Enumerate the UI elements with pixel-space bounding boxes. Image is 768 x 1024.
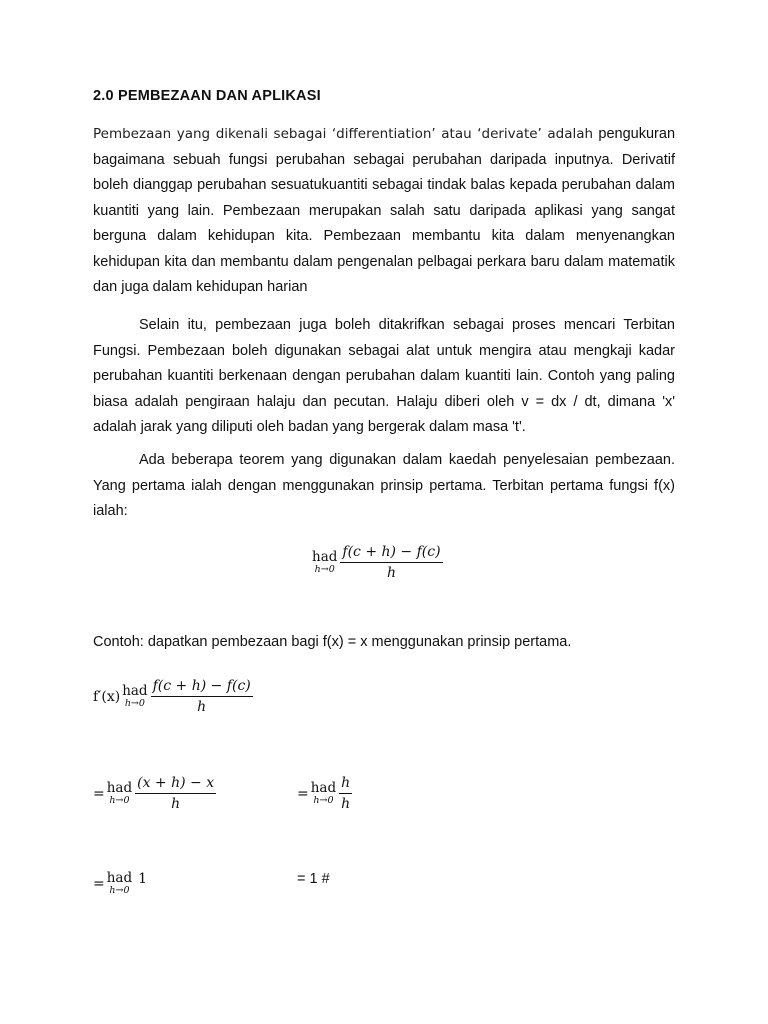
- step-2-formula: [297, 774, 352, 813]
- paragraph-intro-lead: Pembezaan yang dikenali sebagai ‘differentiation’ atau ‘derivate’ adalah: [93, 126, 594, 142]
- fraction-numerator: (x + h) − x: [137, 775, 215, 791]
- example-statement: Contoh: dapatkan pembezaan bagi f(x) = x menggunakan prinsip pertama.: [93, 634, 572, 650]
- limit-subscript: h→0: [109, 885, 130, 896]
- fraction-numerator: f(c + h) − f(c): [152, 678, 251, 694]
- fraction: [340, 543, 442, 582]
- equals-sign: =: [93, 875, 105, 892]
- paragraph-intro: [93, 122, 675, 301]
- final-result: [297, 871, 330, 887]
- equals-sign: =: [297, 785, 309, 802]
- limit-subscript: h→0: [313, 795, 334, 806]
- limit-subscript: h→0: [314, 564, 335, 575]
- limit-label: had: [106, 870, 133, 886]
- limit-operator: [122, 684, 147, 709]
- limit-operator: [312, 550, 337, 575]
- limit-subscript: h→0: [109, 795, 130, 806]
- limit-label: had: [312, 549, 338, 565]
- fraction-denominator: h: [341, 796, 351, 812]
- derivative-prefix: f′(x): [93, 688, 121, 705]
- step-1-formula: [93, 774, 216, 813]
- paragraph-intro-rest: pengukuran bagaimana sebuah fungsi perubahan sebagai perubahan daripada inputnya. Derivatif boleh dianggap perubahan sesuatukuantiti sebagai tindak balas kepada perubahan dalam kuantiti yang lain. Pembezaan merupakan salah satu daripada aplikasi yang sangat berguna dalam kehidupan kita. Pembezaan membantu kita dalam menyenangkan kehidupan kita dan membantu dalam pengenalan pelbagai perkara baru dalam matematik dan juga dalam kehidupan harian: [93, 126, 676, 295]
- fraction-numerator: f(c + h) − f(c): [342, 544, 441, 560]
- fraction-denominator: h: [197, 699, 207, 715]
- fraction-denominator: h: [386, 565, 396, 581]
- paragraph-theorem: Ada beberapa teorem yang digunakan dalam kaedah penyelesaian pembezaan. Yang pertama ialah dengan menggunakan prinsip pertama. Terbitan pertama fungsi f(x) ialah:: [93, 452, 675, 519]
- section-heading: 2.0 PEMBEZAAN DAN APLIKASI: [93, 88, 321, 104]
- limit-subscript: h→0: [124, 698, 145, 709]
- derivative-formula: [93, 677, 253, 716]
- limit-label: had: [106, 780, 133, 796]
- fraction-numerator: h: [341, 775, 351, 791]
- result-text: = 1 #: [297, 871, 330, 887]
- fraction: [135, 774, 216, 813]
- equals-sign: =: [93, 785, 105, 802]
- fraction: [151, 677, 253, 716]
- fraction: [339, 774, 352, 813]
- limit-operator: [107, 871, 132, 896]
- paragraph-definition: Selain itu, pembezaan juga boleh ditakrifkan sebagai proses mencari Terbitan Fungsi. Pembezaan boleh digunakan sebagai alat untuk mengira atau mengkaji kadar perubahan kuantiti berkenaan dengan perubahan dalam kuantiti lain. Contoh yang paling biasa adalah pengiraan halaju dan pecutan. Halaju diberi oleh v = dx / dt, dimana 'x' adalah jarak yang diliputi oleh badan yang bergerak dalam masa 't'.: [93, 317, 675, 435]
- first-principle-formula: [312, 543, 443, 582]
- fraction-denominator: h: [171, 796, 181, 812]
- limit-label: had: [122, 683, 148, 699]
- limit-label: had: [310, 780, 337, 796]
- limit-value: 1: [138, 870, 148, 887]
- limit-operator: [311, 781, 336, 806]
- limit-operator: [107, 781, 132, 806]
- step-3-formula: [93, 871, 149, 896]
